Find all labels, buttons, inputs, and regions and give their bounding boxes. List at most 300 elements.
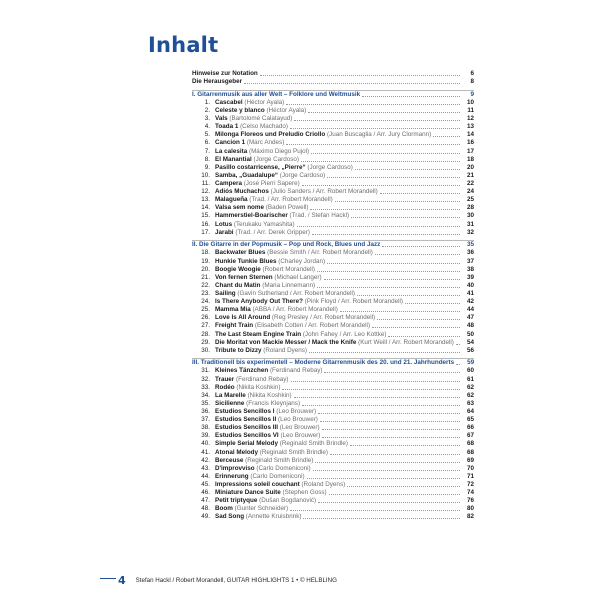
entry-number: 9. (204, 163, 210, 171)
dot-leader (324, 279, 460, 280)
entry-number: 36. (201, 407, 210, 415)
entry-text: II. Die Gitarre in der Popmusik – Pop und Rock, Blues und Jazz (192, 241, 381, 249)
toc-entry[interactable] (192, 131, 474, 139)
dot-leader (350, 445, 460, 446)
entry-text (215, 400, 300, 408)
entry-page: 65 (466, 416, 474, 424)
entry-number: 46. (201, 489, 210, 497)
entry-credit: (Leo Brouwer) (276, 407, 317, 415)
entry-title: Berceuse (215, 456, 244, 464)
dot-leader (375, 254, 460, 255)
dot-leader (355, 169, 460, 170)
entry-credit: (Reginald Smith Brindle) (245, 456, 314, 464)
toc-entry[interactable] (192, 339, 474, 347)
dot-leader (309, 352, 460, 353)
entry-text (215, 258, 325, 266)
entry-title: Tribute to Dizzy (215, 346, 262, 354)
entry-page: 71 (466, 472, 474, 480)
entry-title: Trauer (215, 375, 235, 383)
entry-page: 76 (466, 497, 474, 505)
entry-text (215, 274, 322, 282)
toc-entry[interactable] (192, 156, 474, 164)
toc-entry[interactable] (192, 432, 474, 440)
dot-leader (290, 510, 460, 511)
toc-entry[interactable] (192, 180, 474, 188)
entry-number: 24. (201, 298, 210, 306)
entry-number: 39. (201, 432, 210, 440)
entry-number: 12. (201, 188, 210, 196)
dot-leader (290, 128, 460, 129)
entry-text (215, 229, 310, 237)
toc-entry[interactable] (192, 123, 474, 131)
entry-title: Die Moritat von Mackie Messer / Mack the Knife (215, 338, 357, 346)
entry-page: 14 (466, 131, 474, 139)
toc-entry[interactable] (192, 489, 474, 497)
entry-number: 42. (201, 456, 210, 464)
toc-entry[interactable] (192, 347, 474, 355)
entry-text (215, 440, 348, 448)
toc-front-entry[interactable] (192, 70, 474, 78)
entry-title: Estudios Sencillos II (215, 416, 277, 424)
entry-number: 49. (201, 513, 210, 521)
entry-page: 48 (466, 322, 474, 330)
dot-leader (311, 153, 460, 154)
entry-number: 15. (201, 212, 210, 220)
toc-entry[interactable] (192, 497, 474, 505)
spacer (192, 355, 474, 358)
entry-number: 32. (201, 375, 210, 383)
entry-text (215, 156, 299, 164)
toc-entry[interactable] (192, 147, 474, 155)
entry-number: 33. (201, 383, 210, 391)
toc-entry[interactable] (192, 274, 474, 282)
entry-number: 14. (201, 204, 210, 212)
entry-text (215, 172, 325, 180)
entry-text (215, 513, 301, 521)
entry-text (215, 314, 375, 322)
entry-text: Die Herausgeber (192, 78, 243, 86)
entry-number: 44. (201, 472, 210, 480)
entry-number: 26. (201, 314, 210, 322)
entry-text (215, 465, 311, 473)
entry-title: Sad Song (215, 513, 245, 521)
entry-text (215, 123, 288, 131)
entry-text (215, 416, 318, 424)
toc-sections (192, 86, 474, 521)
entry-title: Boogie Woogie (215, 265, 261, 273)
entry-credit: (Leo Brouwer) (280, 432, 321, 440)
toc-entry[interactable] (192, 440, 474, 448)
entry-number: 16. (201, 220, 210, 228)
entry-title: Erinnerung (215, 472, 249, 480)
entry-credit: (Trad. / Arr. Robert Morandell) (249, 196, 333, 204)
entry-number: 29. (201, 338, 210, 346)
toc-entry[interactable] (192, 408, 474, 416)
toc-entry[interactable] (192, 188, 474, 196)
entry-text (215, 306, 338, 314)
entry-number: 1. (204, 98, 210, 106)
entry-page: 40 (466, 281, 474, 289)
dot-leader (302, 185, 460, 186)
toc-entry[interactable] (192, 298, 474, 306)
toc-entry[interactable] (192, 416, 474, 424)
entry-page: 70 (466, 464, 474, 472)
page-title: Inhalt (148, 33, 219, 57)
entry-credit: (Juan Buscaglia / Arr. Jury Clormann) (326, 131, 432, 139)
dot-leader (322, 429, 460, 430)
entry-number: 13. (201, 196, 210, 204)
entry-page: 32 (466, 228, 474, 236)
entry-credit: (Celso Machado) (240, 123, 289, 131)
entry-title: Rodéo (215, 383, 235, 391)
entry-page: 22 (466, 180, 474, 188)
entry-credit: (Kurt Weill / Arr. Robert Morandell) (358, 338, 454, 346)
entry-text (215, 164, 353, 172)
dot-leader (377, 319, 460, 320)
entry-text (215, 221, 295, 229)
entry-text (215, 196, 333, 204)
entry-title: Pasillo costarricense, „Pierre“ (215, 163, 306, 171)
toc-entry[interactable] (192, 330, 474, 338)
entry-page: 80 (466, 505, 474, 513)
toc-entry[interactable] (192, 115, 474, 123)
entry-text (215, 408, 316, 416)
section-heading[interactable] (192, 91, 474, 99)
entry-page: 60 (466, 367, 474, 375)
entry-credit: (Baden Powell) (265, 204, 309, 212)
entry-title: Cancion 1 (215, 139, 246, 147)
toc-entry[interactable] (192, 465, 474, 473)
entry-page: 47 (466, 314, 474, 322)
entry-title: Miniature Dance Suite (215, 489, 281, 497)
entry-number: 27. (201, 322, 210, 330)
entry-credit: (Carlo Domeniconi) (256, 464, 311, 472)
page-footer (118, 574, 337, 587)
entry-page: 62 (466, 391, 474, 399)
dot-leader (286, 144, 460, 145)
toc-entry[interactable] (192, 473, 474, 481)
entry-text (215, 139, 284, 147)
entry-page: 61 (466, 375, 474, 383)
entry-credit: (Héctor Ayala) (244, 98, 285, 106)
toc-entry[interactable] (192, 322, 474, 330)
entry-page: 42 (466, 298, 474, 306)
dot-leader (405, 303, 460, 304)
entry-title: Sailing (215, 289, 236, 297)
dot-leader (327, 177, 460, 178)
dot-leader (315, 462, 460, 463)
entry-title: Hammerstiel-Boarischer (215, 212, 288, 220)
dot-leader (294, 397, 460, 398)
entry-title: Kleines Tänzchen (215, 367, 269, 375)
entry-number: 34. (201, 391, 210, 399)
entry-title: Estudios Sencillos III (215, 424, 278, 432)
toc-entry[interactable] (192, 172, 474, 180)
entry-credit: (Jorge Cardoso) (307, 163, 353, 171)
entry-title: El Manantial (215, 155, 252, 163)
toc-entry[interactable] (192, 290, 474, 298)
toc-entry[interactable] (192, 249, 474, 257)
entry-title: Malagueña (215, 196, 248, 204)
entry-number: 20. (201, 265, 210, 273)
entry-text (215, 249, 373, 257)
toc-entry[interactable] (192, 513, 474, 521)
dot-leader (317, 287, 460, 288)
entry-credit: (Gavin Sutherland / Arr. Robert Morandell) (237, 289, 356, 297)
entry-page: 9 (470, 90, 474, 98)
toc-entry[interactable] (192, 400, 474, 408)
entry-page: 10 (466, 98, 474, 106)
dot-leader (282, 389, 460, 390)
entry-text: Hinweise zur Notation (192, 70, 258, 78)
dot-leader (388, 336, 460, 337)
entry-page: 12 (466, 115, 474, 123)
toc-entry[interactable] (192, 367, 474, 375)
entry-number: 19. (201, 257, 210, 265)
entry-text (215, 331, 386, 339)
dot-leader (330, 454, 460, 455)
entry-credit: (Terukaku Yamashita) (233, 220, 295, 228)
entry-credit: (Carlo Domeniconi) (250, 472, 305, 480)
entry-page: 28 (466, 204, 474, 212)
toc-entry[interactable] (192, 196, 474, 204)
dot-leader (340, 311, 460, 312)
entry-page: 50 (466, 330, 474, 338)
entry-text (215, 212, 349, 220)
entry-number: 4. (204, 123, 210, 131)
dot-leader (382, 246, 460, 247)
entry-title: Simple Serial Melody (215, 440, 278, 448)
entry-page: 39 (466, 273, 474, 281)
entry-title: Von fernen Sternen (215, 273, 273, 281)
entry-number: 5. (204, 131, 210, 139)
entry-page: 8 (470, 78, 474, 86)
dot-leader (313, 470, 460, 471)
entry-title: Atonal Melody (215, 448, 259, 456)
dot-leader (362, 96, 460, 97)
entry-text (215, 99, 284, 107)
entry-credit: (Pink Floyd / Arr. Robert Morandell) (304, 298, 404, 306)
entry-title: La Marelle (215, 391, 246, 399)
entry-page: 35 (466, 241, 474, 249)
entry-page: 74 (466, 489, 474, 497)
entry-number: 43. (201, 464, 210, 472)
entry-text (215, 290, 355, 298)
entry-credit: (José Pierri Sapere) (243, 180, 300, 188)
entry-number: 28. (201, 330, 210, 338)
entry-page: 68 (466, 440, 474, 448)
entry-credit: (Marc Andes) (246, 139, 285, 147)
entry-number: 21. (201, 273, 210, 281)
dot-leader (310, 209, 460, 210)
entry-title: Milonga Floreos und Preludio Criollo (215, 131, 326, 139)
entry-title: D'improvviso (215, 464, 255, 472)
toc-entry[interactable] (192, 164, 474, 172)
entry-text (215, 392, 292, 400)
entry-page: 20 (466, 163, 474, 171)
entry-text (215, 473, 305, 481)
entry-text (215, 266, 315, 274)
footer-rule (100, 578, 116, 579)
entry-number: 40. (201, 440, 210, 448)
entry-page: 59 (467, 359, 475, 367)
entry-text: III. Traditionell bis experimentell – Moderne Gitarrenmusik des 20. und 21. Jahrhunderts (192, 359, 455, 367)
entry-page: 66 (466, 424, 474, 432)
entry-title: Boom (215, 505, 233, 513)
entry-credit: (ABBA / Arr. Robert Morandell) (252, 306, 338, 314)
entry-title: Love Is All Around (215, 314, 271, 322)
toc-entry[interactable] (192, 212, 474, 220)
entry-page: 62 (466, 383, 474, 391)
entry-page: 54 (466, 338, 474, 346)
entry-number: 2. (204, 107, 210, 115)
spacer (192, 237, 474, 240)
footer-text: Stefan Hackl / Robert Morandell, GUITAR HIGHLIGHTS 1 • © HELBLING (135, 577, 337, 584)
entry-number: 25. (201, 306, 210, 314)
dot-leader (312, 234, 460, 235)
section-heading[interactable] (192, 359, 474, 367)
dot-leader (324, 372, 460, 373)
entry-text (215, 188, 378, 196)
toc-entry[interactable] (192, 99, 474, 107)
section-heading[interactable] (192, 241, 474, 249)
entry-text (215, 180, 300, 188)
entry-title: Freight Train (215, 322, 254, 330)
dot-leader (318, 502, 460, 503)
dot-leader (456, 364, 460, 365)
toc-entry[interactable] (192, 139, 474, 147)
toc-entry[interactable] (192, 448, 474, 456)
dot-leader (260, 75, 460, 76)
entry-credit: (Robert Morandell) (262, 265, 315, 273)
entry-number: 45. (201, 480, 210, 488)
entry-title: Toada 1 (215, 123, 239, 131)
dot-leader (329, 494, 460, 495)
entry-title: Lotus (215, 220, 233, 228)
entry-number: 17. (201, 228, 210, 236)
toc-entry[interactable] (192, 314, 474, 322)
entry-number: 18. (201, 249, 210, 257)
toc-entry[interactable] (192, 457, 474, 465)
entry-credit: (Trad. / Arr. Derek Gripper) (235, 228, 310, 236)
entry-credit: (Ferdinand Rebay) (269, 367, 323, 375)
toc-entry[interactable] (192, 204, 474, 212)
entry-credit: (Julio Sanders / Arr. Robert Morandell) (270, 188, 378, 196)
entry-title: Backwater Blues (215, 249, 266, 257)
entry-credit: (Stephen Goss) (282, 489, 327, 497)
dot-leader (308, 112, 460, 113)
entry-page: 38 (466, 265, 474, 273)
entry-page: 17 (466, 147, 474, 155)
entry-page: 41 (466, 289, 474, 297)
entry-credit: (Bartolomé Calatayud) (229, 115, 293, 123)
toc-entry[interactable] (192, 392, 474, 400)
toc-entry[interactable] (192, 481, 474, 489)
entry-page: 13 (466, 123, 474, 131)
entry-number: 10. (201, 171, 210, 179)
entry-text (215, 449, 328, 457)
entry-text (215, 432, 320, 440)
entry-credit: (Maria Linnemann) (262, 281, 316, 289)
entry-text (215, 505, 288, 513)
entry-number: 47. (201, 497, 210, 505)
toc-entry[interactable] (192, 282, 474, 290)
dot-leader (322, 437, 460, 438)
dot-leader (291, 381, 460, 382)
entry-credit: (Elisabeth Cotten / Arr. Robert Morandell) (254, 322, 371, 330)
dot-leader (307, 478, 460, 479)
entry-text (215, 424, 320, 432)
entry-text: I. Gitarrenmusik aus aller Welt – Folklore und Weltmusik (192, 90, 361, 98)
toc-entry[interactable] (192, 306, 474, 314)
toc-entry[interactable] (192, 220, 474, 228)
toc-entry[interactable] (192, 384, 474, 392)
entry-title: Estudios Sencillos I (215, 407, 275, 415)
entry-page: 67 (466, 432, 474, 440)
entry-credit: (Jorge Cardoso) (253, 155, 299, 163)
entry-credit: (Roland Dyens) (301, 480, 346, 488)
dot-leader (320, 421, 460, 422)
front-matter (192, 70, 474, 86)
toc-entry[interactable] (192, 505, 474, 513)
entry-page: 72 (466, 480, 474, 488)
entry-text (215, 115, 292, 123)
toc-entry[interactable] (192, 257, 474, 265)
entry-page: 36 (466, 249, 474, 257)
entry-credit: (John Fahey / Arr. Leo Kottke) (302, 330, 387, 338)
dot-leader (286, 104, 460, 105)
entry-page: 24 (466, 188, 474, 196)
dot-leader (303, 518, 460, 519)
toc-entry[interactable] (192, 266, 474, 274)
entry-number: 30. (201, 346, 210, 354)
entry-title: Valsa sem nome (215, 204, 265, 212)
entry-number: 7. (204, 147, 210, 155)
entry-text (215, 131, 431, 139)
toc-entry[interactable] (192, 375, 474, 383)
entry-text (215, 481, 345, 489)
entry-title: The Last Steam Engine Train (215, 330, 302, 338)
entry-number: 31. (201, 367, 210, 375)
toc-front-entry[interactable] (192, 78, 474, 86)
entry-title: Petit triptyque (215, 497, 258, 505)
entry-text (215, 376, 289, 384)
entry-text (215, 298, 403, 306)
entry-number: 38. (201, 424, 210, 432)
entry-credit: (Nikita Koshkin) (247, 391, 292, 399)
toc-entry[interactable] (192, 229, 474, 237)
entry-title: Is There Anybody Out There? (215, 298, 303, 306)
entry-page: 16 (466, 139, 474, 147)
entry-page: 37 (466, 257, 474, 265)
spacer (192, 86, 474, 89)
entry-page: 11 (467, 107, 474, 115)
entry-title: Jarabi (215, 228, 234, 236)
entry-page: 30 (466, 212, 474, 220)
entry-text (215, 347, 307, 355)
entry-text (215, 148, 309, 156)
toc-entry[interactable] (192, 107, 474, 115)
entry-page: 31 (466, 220, 474, 228)
dot-leader (301, 161, 460, 162)
entry-text (215, 384, 280, 392)
entry-page: 44 (466, 306, 474, 314)
entry-credit: (Gunter Schneider) (234, 505, 289, 513)
entry-title: Adiós Muchachos (215, 188, 269, 196)
toc-entry[interactable] (192, 424, 474, 432)
entry-page: 82 (466, 513, 474, 521)
entry-credit: (Annette Kruisbrink) (245, 513, 302, 521)
